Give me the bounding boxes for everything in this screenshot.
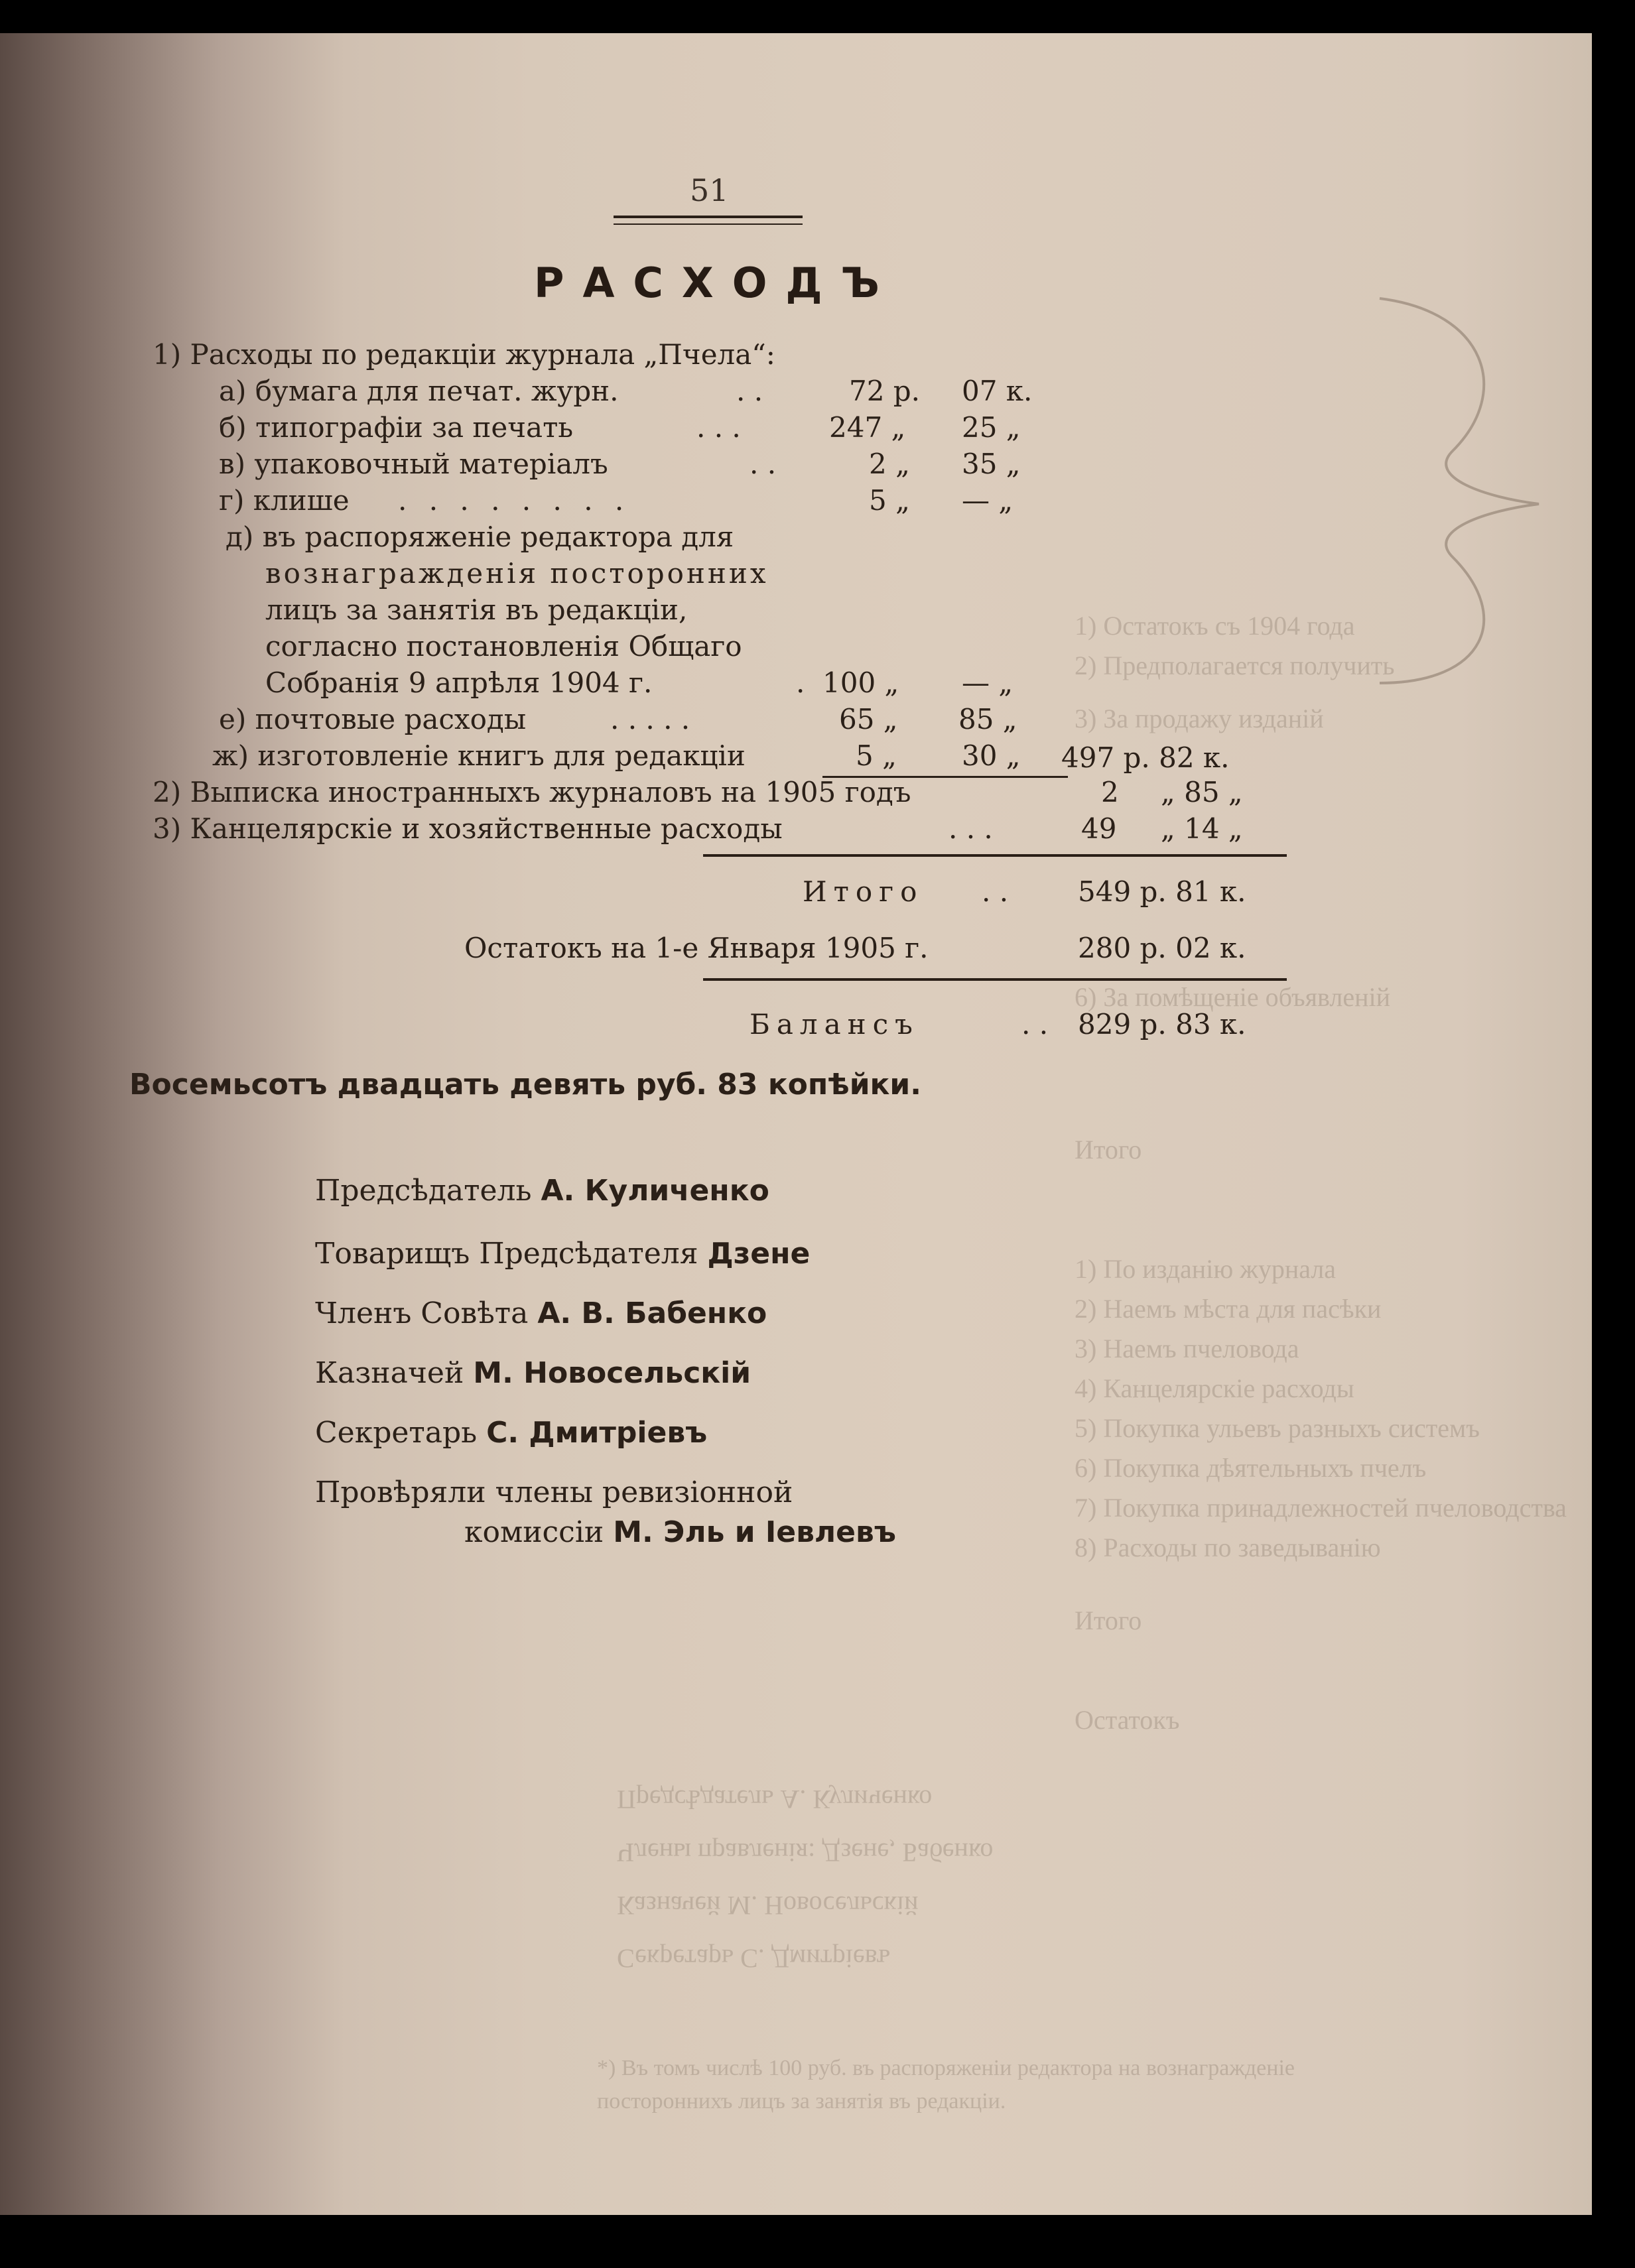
signature-role: Членъ Совѣта	[315, 1296, 529, 1330]
section-1-label: 1) Расходы по редакціи журнала „Пчела“:	[153, 338, 775, 371]
page-number: 51	[690, 172, 729, 208]
balance-value: 829 р. 83 к.	[1078, 1008, 1246, 1040]
signature-secretary	[315, 1416, 707, 1450]
audit-line-1: Провѣряли члены ревизіонной	[315, 1476, 793, 1509]
signature-role: Товарищъ Предсѣдателя	[315, 1237, 698, 1271]
signature-role: Предсѣдатель	[315, 1174, 532, 1208]
signature-name: А. В. Бабенко	[537, 1296, 767, 1330]
signature-chairman	[315, 1174, 769, 1208]
ostatok-value: 280 р. 02 к.	[1078, 932, 1246, 964]
section-label: 2) Выписка иностранныхъ журналовъ на 1905 годъ	[153, 776, 911, 808]
item-label: Собранія 9 апрѣля 1904 г.	[265, 666, 653, 699]
item-label: ж) изготовленіе книгъ для редакціи	[212, 739, 746, 772]
balance-dots: . .	[1021, 1008, 1049, 1040]
section-kop: „ 14 „	[1161, 812, 1243, 845]
signature-treasurer	[315, 1356, 751, 1390]
item-rub: 247 „	[829, 411, 906, 444]
audit-role: комиссіи	[464, 1515, 604, 1549]
item-kop: 07 к.	[962, 375, 1033, 407]
item-d-line-2: вознагражденія посторонних	[265, 557, 769, 590]
item-dots: . . . . . . . .	[398, 484, 631, 517]
item-rub: 100 „	[822, 666, 899, 699]
bleed-through: 1) Остатокъ съ 1904 года 2) Предполагается получить 3) За продажу изданій 6) За помѣщеніе объявленій Итого 1) По изданію журнала 2) Наемъ мѣста для пасѣки 3) Наемъ пчеловода 4) Канцелярскіе расходы 5) Покупка ульевъ разныхъ системъ 6) Покупка дѣятельныхъ пчелъ 7) Покупка принадлежностей пчеловодства 8) Расходы по заведыванію Итого Остатокъ Предсѣдатель А. Куличенко Члены правленія: Дзене, Бабенко Казначей М. Новосельскій Секретарь С. Дмитріевъ *) Въ томъ числѣ 100 руб. въ распоряженіи редактора на вознагражденіе постороннихъ лицъ за занятія въ редакціи.	[597, 611, 1567, 2113]
signature-vice-chairman	[315, 1237, 810, 1271]
section-dots: . . .	[948, 812, 993, 845]
item-label: в) упаковочный матеріалъ	[219, 448, 608, 480]
item-rub: 5 „	[856, 739, 897, 772]
item-d-line-1: д) въ распоряженіе редактора для	[226, 521, 734, 553]
page-title: РАСХОДЪ	[534, 259, 898, 307]
page-number-rule-1	[614, 216, 803, 218]
item-rub: 65 „	[839, 703, 898, 735]
item-kop: 25 „	[962, 411, 1021, 444]
ostatok-label: Остатокъ на 1-е Января 1905 г.	[464, 932, 929, 964]
totals-rule-1	[703, 854, 1287, 857]
amount-in-words: Восемьсотъ двадцать девять руб. 83 копѣйки.	[129, 1068, 921, 1102]
signature-name: М. Новосельскій	[473, 1356, 752, 1390]
item-kop: 35 „	[962, 448, 1021, 480]
section-kop: „ 85 „	[1161, 776, 1243, 808]
item-kop: 30 „	[962, 739, 1021, 772]
item-d-line-4: согласно постановленія Общаго	[265, 630, 742, 662]
signature-council-member	[315, 1296, 767, 1330]
signature-name: Дзене	[707, 1237, 811, 1271]
item-d-line-3: лицъ за занятія въ редакціи,	[265, 594, 688, 626]
section-label: 3) Канцелярскіе и хозяйственные расходы	[153, 812, 783, 845]
totals-rule-2	[703, 978, 1287, 981]
item-kop: — „	[962, 666, 1014, 699]
itogo-dots: . .	[982, 875, 1009, 908]
section-rub: 49	[1081, 812, 1117, 845]
item-label: г) клише	[219, 484, 350, 517]
signature-role: Секретарь	[315, 1416, 478, 1450]
balance-label: Балансъ	[750, 1008, 919, 1040]
item-rub: 5 „	[869, 484, 910, 517]
section-1-total: 497 р. 82 к.	[1061, 741, 1230, 774]
item-kop: 85 „	[958, 703, 1017, 735]
item-label: е) почтовые расходы	[219, 703, 527, 735]
signature-role: Казначей	[315, 1356, 464, 1390]
item-label: а) бумага для печат. журн.	[219, 375, 619, 407]
signature-name: С. Дмитріевъ	[486, 1416, 708, 1450]
item-dots: . . . . .	[610, 703, 690, 735]
itogo-label: Итого	[803, 875, 924, 908]
item-dots: . . .	[696, 411, 741, 444]
item-label: б) типографіи за печать	[219, 411, 574, 444]
audit-line-2	[464, 1515, 896, 1549]
item-dots: .	[796, 666, 805, 699]
item-rub: 72 р.	[849, 375, 921, 407]
itogo-value: 549 р. 81 к.	[1078, 875, 1246, 908]
page-number-rule-2	[614, 223, 803, 225]
audit-names: М. Эль и Іевлевъ	[613, 1515, 896, 1549]
item-rub: 2 „	[869, 448, 910, 480]
section-rub: 2	[1101, 776, 1119, 808]
item-dots: . .	[750, 448, 777, 480]
signature-name: А. Куличенко	[541, 1174, 769, 1208]
item-kop: — „	[962, 484, 1014, 517]
bracket-mark-icon	[1353, 285, 1552, 696]
document-page	[0, 33, 1592, 2215]
item-dots: . .	[736, 375, 763, 407]
